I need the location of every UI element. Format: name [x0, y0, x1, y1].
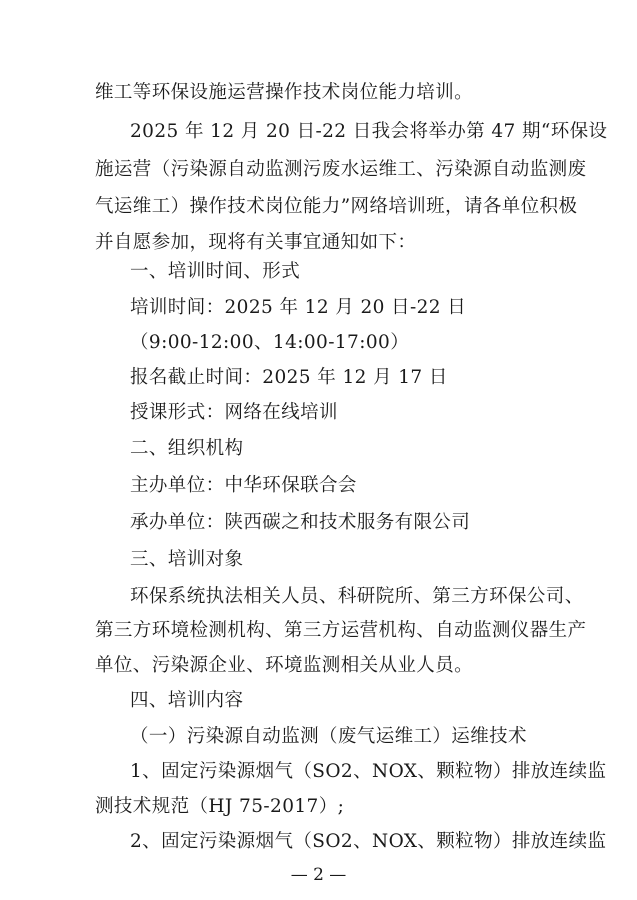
text-line-5: 并自愿参加，现将有关事宜通知如下：: [95, 232, 417, 253]
text-line-4: 气运维工）操作技术岗位能力”网络培训班，请各单位积极: [95, 196, 578, 217]
text-line-16: 第三方环境检测机构、第三方运营机构、自动监测仪器生产: [95, 620, 587, 641]
text-line-9: 报名截止时间：2025 年 12 月 17 日: [130, 367, 448, 388]
page-number: — 2 —: [290, 865, 347, 885]
text-line-21: 测技术规范（HJ 75-2017）;: [95, 796, 345, 817]
text-line-2: 2025 年 12 月 20 日-22 日我会将举办第 47 期“环保设: [130, 121, 608, 142]
text-line-15: 环保系统执法相关人员、科研院所、第三方环保公司、: [130, 586, 584, 607]
text-line-10: 授课形式：网络在线培训: [130, 402, 338, 423]
text-line-13: 承办单位：陕西碳之和技术服务有限公司: [130, 512, 471, 533]
text-line-1: 维工等环保设施运营操作技术岗位能力培训。: [95, 82, 474, 103]
section-heading-2: 二、组织机构: [130, 438, 244, 459]
text-line-12: 主办单位：中华环保联合会: [130, 475, 357, 496]
text-line-3: 施运营（污染源自动监测污废水运维工、污染源自动监测废: [95, 159, 587, 180]
text-line-7: 培训时间：2025 年 12 月 20 日-22 日: [130, 297, 467, 318]
section-heading-4: 四、培训内容: [130, 690, 244, 711]
subsection-heading-1: （一）污染源自动监测（废气运维工）运维技术: [130, 726, 527, 747]
text-line-22: 2、固定污染源烟气（SO2、NOX、颗粒物）排放连续监: [130, 831, 607, 852]
text-line-20: 1、固定污染源烟气（SO2、NOX、颗粒物）排放连续监: [130, 761, 607, 782]
text-line-8: （9:00-12:00、14:00-17:00）: [130, 332, 410, 353]
text-line-17: 单位、污染源企业、环境监测相关从业人员。: [95, 655, 474, 676]
section-heading-1: 一、培训时间、形式: [130, 261, 301, 282]
section-heading-3: 三、培训对象: [130, 549, 244, 570]
